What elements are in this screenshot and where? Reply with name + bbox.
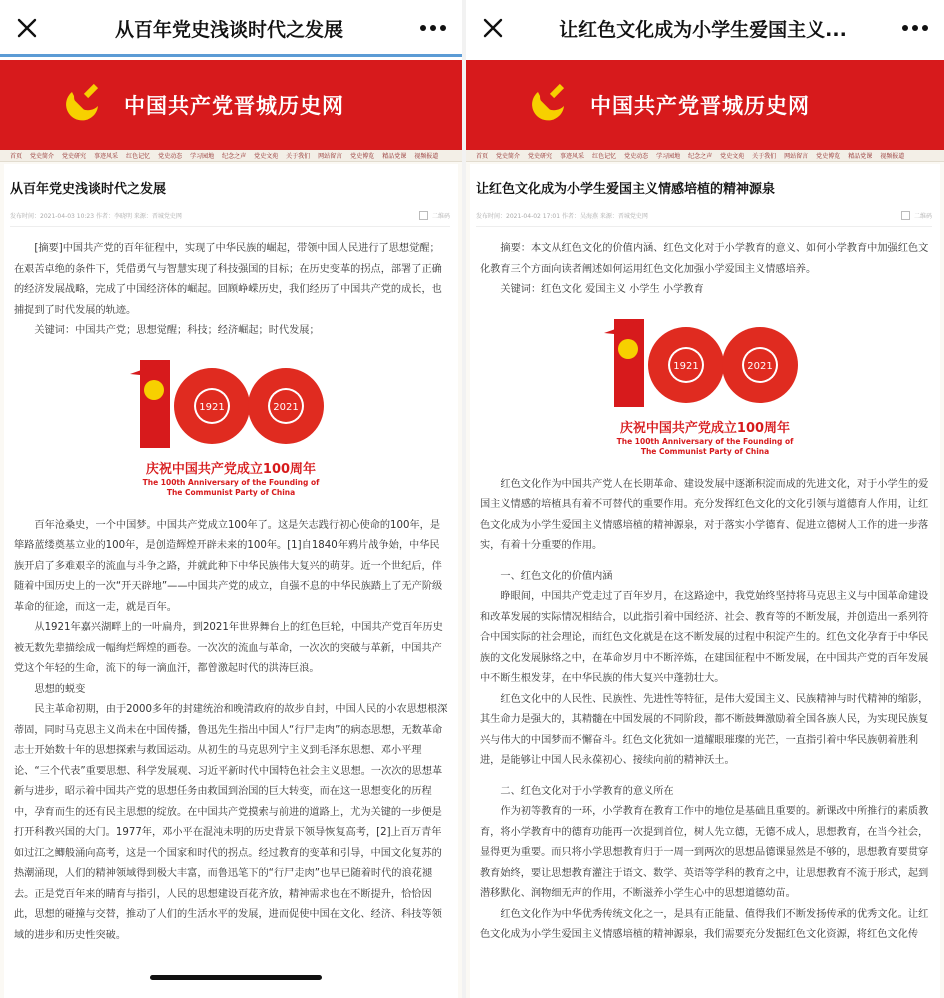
menu-item[interactable]: 纪念之声	[688, 153, 713, 160]
close-icon	[482, 17, 504, 39]
navbar	[466, 0, 944, 56]
qr-code-link[interactable]	[419, 211, 450, 220]
qr-code-link[interactable]	[901, 211, 932, 220]
close-icon	[16, 17, 38, 39]
home-indicator[interactable]	[150, 975, 322, 980]
section-heading: 思想的蜕变	[34, 683, 86, 695]
load-progress	[0, 54, 462, 57]
logo-chinese-caption: 庆祝中国共产党成立100周年	[619, 420, 791, 436]
menu-item[interactable]: 事迹风采	[94, 153, 119, 160]
right-phone-screen	[466, 0, 944, 998]
article-title: 让红色文化成为小学生爱国主义情感培植的精神源泉	[476, 182, 776, 197]
year-2021: 2021	[273, 401, 299, 413]
more-icon	[419, 24, 447, 32]
keywords-paragraph: 关键词：红色文化 爱国主义 小学生 小学教育	[500, 284, 704, 295]
body-paragraph: 睁眼间，中国共产党走过了百年岁月，在这路途中，我党始终坚持将马克思主义与中国革命建设和改革发展的实际情况相结合，以此指引着中国经济、社会、教育等的不断发展，并创造出一系列符合中国实际的社会理论，而红色文化就是在这不断发展的过程中积淀产生的。红色文化孕育于中华民族的文化发展脉络之中，在革命岁月中不断淬炼，在建国征程中不断发展，在中国共产党的百年发展中不断生根发芽，在中华民族的伟大复兴中蓬勃壮大。	[480, 591, 929, 684]
article-card	[470, 164, 940, 998]
meta-text: 发布时间：2021-04-03 10:23 作者：李晓明 来源：晋城党史网	[10, 213, 182, 220]
web-content	[0, 60, 462, 998]
site-banner	[466, 60, 944, 150]
menu-item[interactable]: 精品党课	[848, 153, 873, 160]
article-card	[4, 164, 458, 998]
menu-item[interactable]: 网站留言	[318, 153, 343, 160]
menu-item[interactable]: 纪念之声	[222, 153, 247, 160]
abstract-paragraph: 摘要：本文从红色文化的价值内涵、红色文化对于小学教育的意义、如何小学教育中加强红色文化教育三个方面向读者阐述如何运用红色文化加强小学爱国主义情感培养。	[480, 243, 929, 275]
menu-item[interactable]: 首页	[476, 153, 489, 160]
logo-english-caption-1: The 100th Anniversary of the Founding of	[142, 477, 320, 487]
menu-item[interactable]: 首页	[10, 153, 23, 160]
site-name: 中国共产党晋城历史网	[124, 94, 344, 118]
logo-chinese-caption: 庆祝中国共产党成立100周年	[145, 461, 317, 477]
page-title: 让红色文化成为小学生爱国主义...	[559, 18, 847, 41]
hammer-sickle-icon	[60, 82, 106, 128]
body-paragraph: 红色文化作为中华优秀传统文化之一，是具有正能量、值得我们不断发扬传承的优秀文化。让红色文化成为小学生爱国主义情感培植的精神源泉，我们需要充分发掘红色文化资源，将红色文化传	[480, 908, 929, 940]
load-progress-fill	[0, 54, 462, 57]
site-banner	[0, 60, 462, 150]
navbar	[0, 0, 462, 56]
body-paragraph: 百年沧桑史，一个中国梦。中国共产党成立100年了。这是矢志践行初心使命的100年，是筚路蓝缕奠基立业的100年，是创造辉煌开辟未来的100年。[1]自1840年鸦片战争始，中华民族开启了多难艰辛的流血与斗争之路，并就此种下中华民族伟大复兴的萌芽。近一个世纪后，伴随着中国历史上的一次“开天辟地”——中国共产党的成立，自强不息的中华民族踏上了无产阶级革命的征途，而这一走，就是百年。	[14, 519, 443, 613]
menu-item[interactable]: 党史动态	[624, 153, 649, 160]
centenary-logo	[480, 313, 930, 463]
menu-item[interactable]: 红色记忆	[126, 153, 151, 160]
more-icon	[901, 24, 929, 32]
centenary-100-graphic	[126, 354, 336, 454]
qr-code-icon	[419, 211, 428, 220]
qr-label: 二维码	[431, 213, 450, 220]
body-paragraph: 红色文化中的人民性、民族性、先进性等特征，是伟大爱国主义、民族精神与时代精神的缩影，其生命力是强大的，其精髓在中国发展的不同阶段，都不断鼓舞激励着全国各族人民，为实现民族复兴与伟大的中国梦而不懈奋斗。红色文化犹如一道耀眼璀璨的光芒，一直指引着中华民族朝着胜利进，是能够让中国人民永葆初心、接续向前的精神沃土。	[480, 693, 929, 766]
menu-item[interactable]: 党史文苑	[720, 153, 745, 160]
centenary-100-graphic	[600, 313, 810, 413]
menu-item[interactable]: 学习园地	[190, 153, 215, 160]
site-menu	[466, 150, 944, 162]
body-paragraph: 民主革命初期，由于2000多年的封建统治和晚清政府的故步自封，中国人民的小农思想根深蒂固，同时马克思主义尚未在中国传播，鲁迅先生指出中国人“行尸走肉”的病态思想，无数革命志士开始数十年的思想探索与救国运动。从初生的马克思列宁主义到毛泽东思想、邓小平理论、“三个代表”重要思想、科学发展观、习近平新时代中国特色社会主义思想。一次次的思想革新与进步，昭示着中国共产党的思想任务由救国到治国的巨大转变，而在这一思想变化的历程中，孕育而生的还有民主思想的绽放。在中国共产党摸索与前进的道路上，尤为关键的一步便是打开科教兴国的大门。1977年，邓小平在混沌未明的历史背景下领导恢复高考，[2]上百万青年如过江之鲫般涌向高考，这是一个国家和时代的拐点。经过教育的变革和引导，中国文化复苏的热潮涌现，人们的精神领域得到极大丰富，而鲁迅笔下的“行尸走肉”也早已随着时代的浪花褪去。正是党百年来的睛育与指引，人民的思想建设百花齐放，精神需求也在不断提升，恰恰因此，思想的碰撞与交替，推动了人们的生活水平的发展，进而促使中国在文化、经济、科技等领域的进步和历史性突破。	[14, 704, 448, 941]
menu-item[interactable]: 党史博览	[350, 153, 375, 160]
menu-item[interactable]: 红色记忆	[592, 153, 617, 160]
close-button[interactable]	[12, 13, 42, 43]
hammer-sickle-icon	[526, 82, 572, 128]
article-title: 从百年党史浅谈时代之发展	[10, 182, 167, 197]
logo-english-caption-2: The Communist Party of China	[640, 446, 770, 456]
site-name: 中国共产党晋城历史网	[590, 94, 810, 118]
more-button[interactable]	[898, 13, 932, 43]
meta-text: 发布时间：2021-04-02 17:01 作者：吴海燕 来源：晋城党史网	[476, 213, 648, 220]
menu-item[interactable]: 党史简介	[30, 153, 55, 160]
qr-code-icon	[901, 211, 910, 220]
more-button[interactable]	[416, 13, 450, 43]
menu-item[interactable]: 党史简介	[496, 153, 521, 160]
page-title: 从百年党史浅谈时代之发展	[114, 18, 343, 41]
close-button[interactable]	[478, 13, 508, 43]
centenary-logo	[14, 354, 448, 504]
article-meta	[10, 211, 450, 227]
year-1921: 1921	[199, 401, 225, 413]
section-heading: 二、红色文化对于小学教育的意义所在	[500, 785, 674, 797]
menu-item[interactable]: 党史研究	[62, 153, 87, 160]
section-heading: 一、红色文化的价值内涵	[500, 570, 613, 582]
body-paragraph: 作为初等教育的一环，小学教育在教育工作中的地位是基础且重要的。新课改中所推行的素质教育，将小学教育中的德育功能再一次提到首位，树人先立德，无德不成人，思想教育，在当今社会，显得更为重要。而只将小学思想教育归于一周一到两次的思想品德课显然是不够的，思想教育要贯穿教育始终，要让思想教育灌注于语文、数学、英语等学科的教育之中，让思想教育不流于形式，起到潜移默化、润物细无声的作用，不断滋养小学生心中的思想道德幼苗。	[480, 806, 929, 899]
body-paragraph: 从1921年嘉兴湖畔上的一叶扁舟，到2021年世界舞台上的红色巨轮，中国共产党百年历史被无数先辈描绘成一幅绚烂辉煌的画卷。一次次的流血与革命，一次次的突破与革新，中国共产党这个年轻的生命，流下的每一滴血汗，都曾激起时代的洪涛巨浪。	[14, 622, 443, 674]
body-paragraph: 红色文化作为中国共产党人在长期革命、建设发展中逐渐积淀而成的先进文化，对于小学生的爱国主义情感的培植具有着不可替代的重要作用。充分发挥红色文化的文化引领与道德育人作用，让红色文化成为小学生爱国主义情感培植的精神源泉，对于落实小学德育、促进立德树人工作的进一步落实，有着十分重要的作用。	[480, 478, 929, 551]
qr-label: 二维码	[913, 213, 932, 220]
menu-item[interactable]: 精品党课	[382, 153, 407, 160]
menu-item[interactable]: 视频报道	[880, 153, 905, 160]
year-1921: 1921	[673, 360, 699, 372]
web-content	[466, 60, 944, 998]
menu-item[interactable]: 党史动态	[158, 153, 183, 160]
article-body	[480, 239, 930, 946]
menu-item[interactable]: 网站留言	[784, 153, 809, 160]
abstract-paragraph: [摘要]中国共产党的百年征程中，实现了中华民族的崛起，带领中国人民进行了思想觉醒；在艰苦卓绝的条件下，凭借勇气与智慧实现了科技强国的目标；在历史变革的拐点，部署了正确的经济发展战略，完成了中国经济体的崛起。回顾峥嵘历史，我们经历了中国共产党的成长，也捕捉到了时代发展的轨迹。	[14, 243, 442, 316]
keywords-paragraph: 关键词：中国共产党；思想觉醒；科技；经济崛起；时代发展；	[34, 325, 320, 336]
menu-item[interactable]: 学习园地	[656, 153, 681, 160]
year-2021: 2021	[747, 360, 773, 372]
site-menu	[0, 150, 462, 162]
logo-english-caption-2: The Communist Party of China	[166, 487, 296, 497]
article-meta	[476, 211, 932, 227]
menu-item[interactable]: 党史研究	[528, 153, 553, 160]
menu-item[interactable]: 党史博览	[816, 153, 841, 160]
logo-english-caption-1: The 100th Anniversary of the Founding of	[616, 436, 794, 446]
menu-item[interactable]: 事迹风采	[560, 153, 585, 160]
menu-item[interactable]: 关于我们	[752, 153, 777, 160]
article-body	[14, 239, 448, 946]
menu-item[interactable]: 关于我们	[286, 153, 311, 160]
left-phone-screen	[0, 0, 462, 998]
menu-item[interactable]: 视频报道	[414, 153, 439, 160]
menu-item[interactable]: 党史文苑	[254, 153, 279, 160]
